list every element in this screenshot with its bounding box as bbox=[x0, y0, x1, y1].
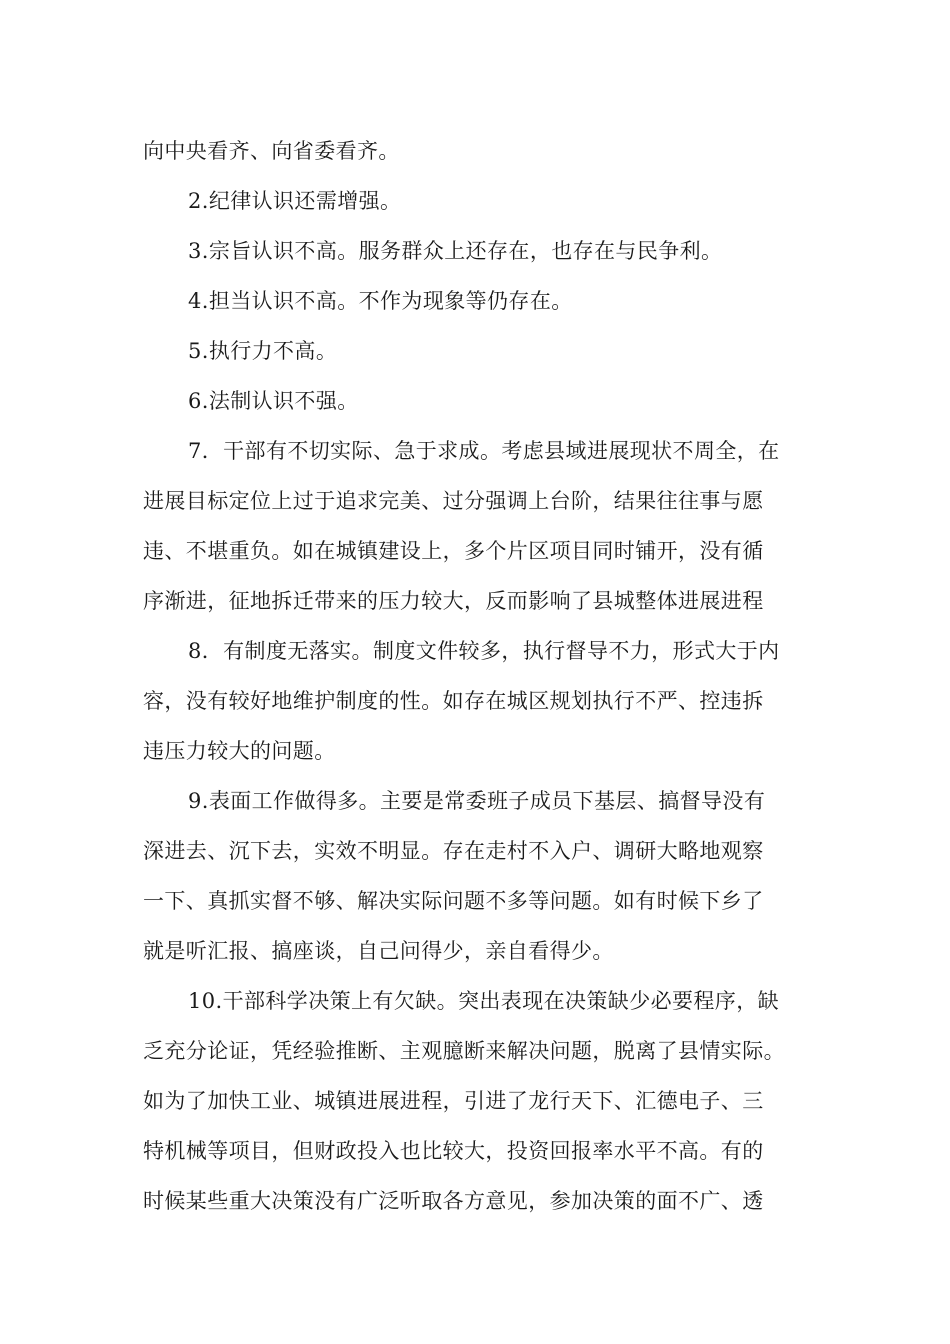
text-line: 进展目标定位上过于追求完美、过分强调上台阶，结果往往事与愿 bbox=[143, 489, 764, 513]
text-line: 深进去、沉下去，实效不明显。存在走村不入户、调研大略地观察 bbox=[143, 839, 764, 863]
text-line: 向中央看齐、向省委看齐。 bbox=[143, 139, 400, 163]
text-line: 9.表面工作做得多。主要是常委班子成员下基层、搞督导没有 bbox=[188, 789, 766, 813]
text-line: 违压力较大的问题。 bbox=[143, 739, 336, 763]
text-line: 一下、真抓实督不够、解决实际问题不多等问题。如有时候下乡了 bbox=[143, 889, 764, 913]
text-line: 容，没有较好地维护制度的性。如存在城区规划执行不严、控违拆 bbox=[143, 689, 764, 713]
text-line: 7．干部有不切实际、急于求成。考虑县域进展现状不周全，在 bbox=[188, 439, 780, 463]
text-line: 4.担当认识不高。不作为现象等仍存在。 bbox=[188, 289, 573, 313]
text-line: 3.宗旨认识不高。服务群众上还存在，也存在与民争利。 bbox=[188, 239, 723, 263]
text-line: 5.执行力不高。 bbox=[188, 339, 338, 363]
text-line: 8．有制度无落实。制度文件较多，执行督导不力，形式大于内 bbox=[188, 639, 780, 663]
text-line: 6.法制认识不强。 bbox=[188, 389, 359, 413]
text-line: 就是听汇报、搞座谈，自己问得少，亲自看得少。 bbox=[143, 939, 614, 963]
text-line: 2.纪律认识还需增强。 bbox=[188, 189, 402, 213]
text-line: 序渐进，征地拆迁带来的压力较大，反而影响了县城整体进展进程 bbox=[143, 589, 764, 613]
text-line: 乏充分论证，凭经验推断、主观臆断来解决问题，脱离了县情实际。 bbox=[143, 1039, 785, 1063]
text-line: 时候某些重大决策没有广泛听取各方意见，参加决策的面不广、透 bbox=[143, 1189, 764, 1213]
text-line: 违、不堪重负。如在城镇建设上，多个片区项目同时铺开，没有循 bbox=[143, 539, 764, 563]
text-line: 10.干部科学决策上有欠缺。突出表现在决策缺少必要程序，缺 bbox=[188, 989, 779, 1013]
text-line: 如为了加快工业、城镇进展进程，引进了龙行天下、汇德电子、三 bbox=[143, 1089, 764, 1113]
text-line: 特机械等项目，但财政投入也比较大，投资回报率水平不高。有的 bbox=[143, 1139, 764, 1163]
